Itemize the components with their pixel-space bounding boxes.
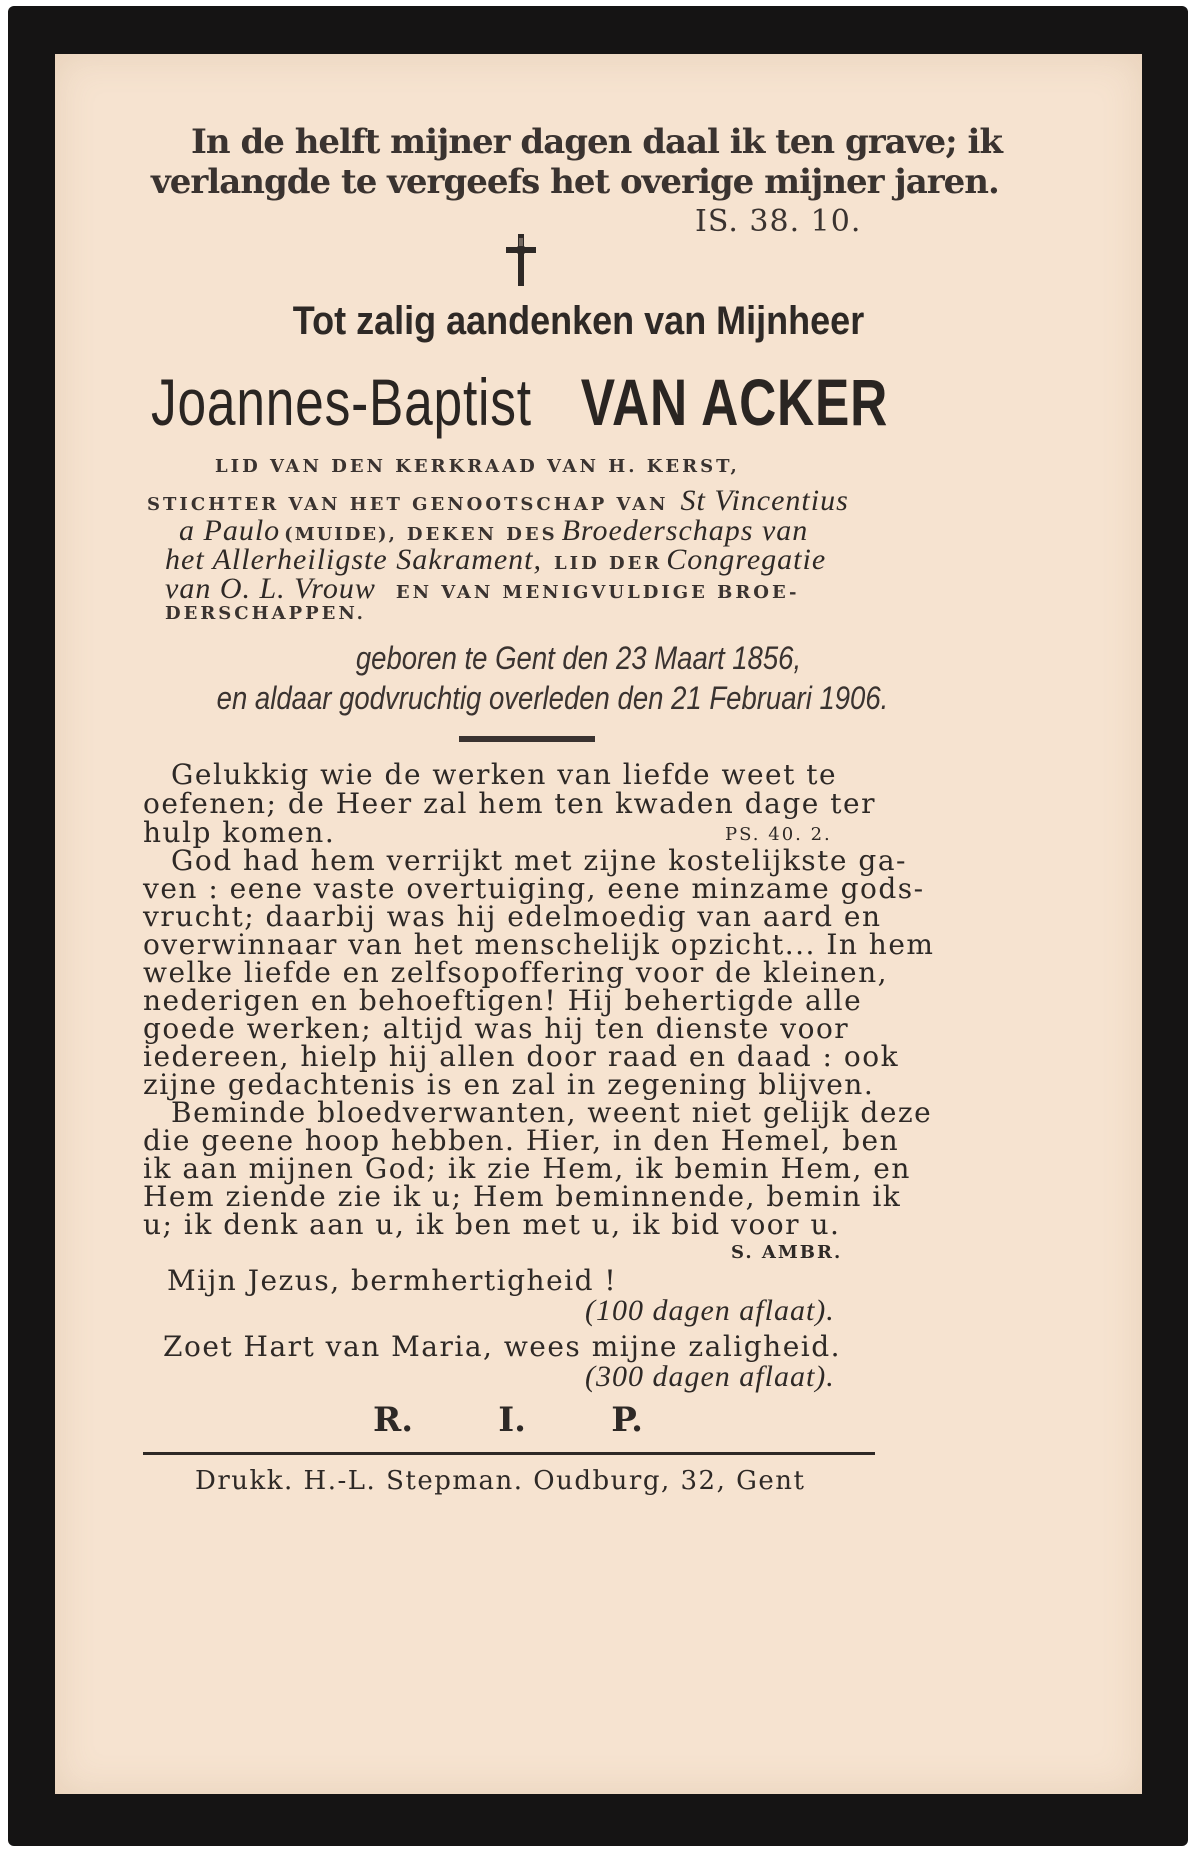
rip-p: P. xyxy=(611,1400,643,1440)
title-line-4-italic-a: het Allerheiligste Sakrament, xyxy=(165,543,543,576)
opening-verse-line-1 xyxy=(191,122,1011,162)
psalm-reference: PS. 40. 2. xyxy=(725,824,832,845)
title-line-5 xyxy=(165,572,883,606)
body-text: zijne gedachtenis is en zal in zegening blijven. xyxy=(143,1068,875,1101)
title-line-2-caps: STICHTER VAN HET GENOOTSCHAP VAN xyxy=(147,494,669,515)
first-name: Joannes-Baptist xyxy=(151,365,532,439)
body-text: ven : eene vaste overtuiging, eene minzame gods- xyxy=(143,872,925,905)
body-text: God had hem verrijkt met zijne kostelijkste ga- xyxy=(171,844,907,877)
title-line-5-caps: EN VAN MENIGVULDIGE BROE- xyxy=(395,582,800,603)
body-text: die geene hoop hebben. Hier, in den Hemel, ben xyxy=(143,1124,900,1157)
rip-i: I. xyxy=(498,1400,527,1440)
rip-line xyxy=(373,1400,643,1440)
printer-credit: Drukk. H.-L. Stepman. Oudburg, 32, Gent xyxy=(195,1466,806,1496)
ornamental-divider xyxy=(459,736,595,742)
verse-reference: IS. 38. 10. xyxy=(695,204,862,239)
verse-line-2-text: verlangde te vergeefs het overige mijner jaren. xyxy=(151,162,999,202)
birth-date: geboren te Gent den 23 Maart 1856, xyxy=(355,640,802,676)
title-line-3-caps-b: DEKEN DES xyxy=(406,524,558,545)
indulgence-100-days: (100 dagen aflaat). xyxy=(585,1294,835,1327)
body-line xyxy=(143,1208,1197,1241)
rip-r: R. xyxy=(373,1400,414,1440)
body-text: overwinnaar van het menschelijk opzicht... In hem xyxy=(143,928,935,961)
body-text: iedereen, hielp hij allen door raad en daad : ook xyxy=(143,1040,900,1073)
body-text: u; ik denk aan u, ik ben met u, ik bid voor u. xyxy=(143,1208,841,1241)
title-line-3-caps-a: (MUIDE), xyxy=(284,524,397,545)
title-line-5-italic: van O. L. Vrouw xyxy=(165,572,376,605)
mourning-card-border xyxy=(8,6,1188,1846)
title-line-2 xyxy=(147,484,883,518)
title-line-4-caps: LID DER xyxy=(554,553,663,574)
body-text: ik aan mijnen God; ik zie Hem, ik bemin Hem, en xyxy=(143,1152,911,1185)
dedication-heading: Tot zalig aandenken van Mijnheer xyxy=(292,299,865,343)
death-date: en aldaar godvruchtig overleden den 21 Februari 1906. xyxy=(216,680,889,716)
title-line-4-italic-b: Congregatie xyxy=(666,543,827,576)
body-text: vrucht; daarbij was hij edelmoedig van aard en xyxy=(143,900,882,933)
verse-line-1-text: In de helft mijner dagen daal ik ten grave; ik xyxy=(191,122,1002,162)
body-text: welke liefde en zelfsopoffering voor de kleinen, xyxy=(143,956,889,989)
prayer-maria: Zoet Hart van Maria, wees mijne zaligheid. xyxy=(163,1330,842,1363)
title-line-3-italic-b: Broederschaps van xyxy=(561,514,809,547)
title-line-6: DERSCHAPPEN. xyxy=(165,603,366,624)
title-line-2-italic: St Vincentius xyxy=(680,484,849,517)
cross-icon xyxy=(506,234,536,286)
deceased-name xyxy=(151,364,999,440)
last-name: VAN ACKER xyxy=(580,365,889,439)
body-text: nederigen en behoeftigen! Hij behertigde alle xyxy=(143,984,863,1017)
body-text: Gelukkig wie de werken van liefde weet te xyxy=(171,758,838,791)
title-line-1: LID VAN DEN KERKRAAD VAN H. KERST, xyxy=(215,456,740,477)
opening-verse-line-2 xyxy=(151,162,1011,202)
prayer-jesus: Mijn Jezus, bermhertigheid ! xyxy=(167,1264,618,1297)
footer-rule xyxy=(143,1452,875,1455)
ambrose-reference: S. AMBR. xyxy=(731,1242,843,1263)
title-line-3-italic-a: a Paulo xyxy=(179,514,281,547)
memorial-card xyxy=(55,54,1142,1794)
body-text: oefenen; de Heer zal hem ten kwaden dage ter xyxy=(143,787,876,820)
indulgence-300-days: (300 dagen aflaat). xyxy=(585,1360,835,1393)
body-text: goede werken; altijd was hij ten dienste voor xyxy=(143,1012,850,1045)
body-text: Beminde bloedverwanten, weent niet gelijk deze xyxy=(171,1096,933,1129)
body-text: hulp komen. xyxy=(143,816,336,849)
body-text: Hem ziende zie ik u; Hem beminnende, bemin ik xyxy=(143,1180,902,1213)
